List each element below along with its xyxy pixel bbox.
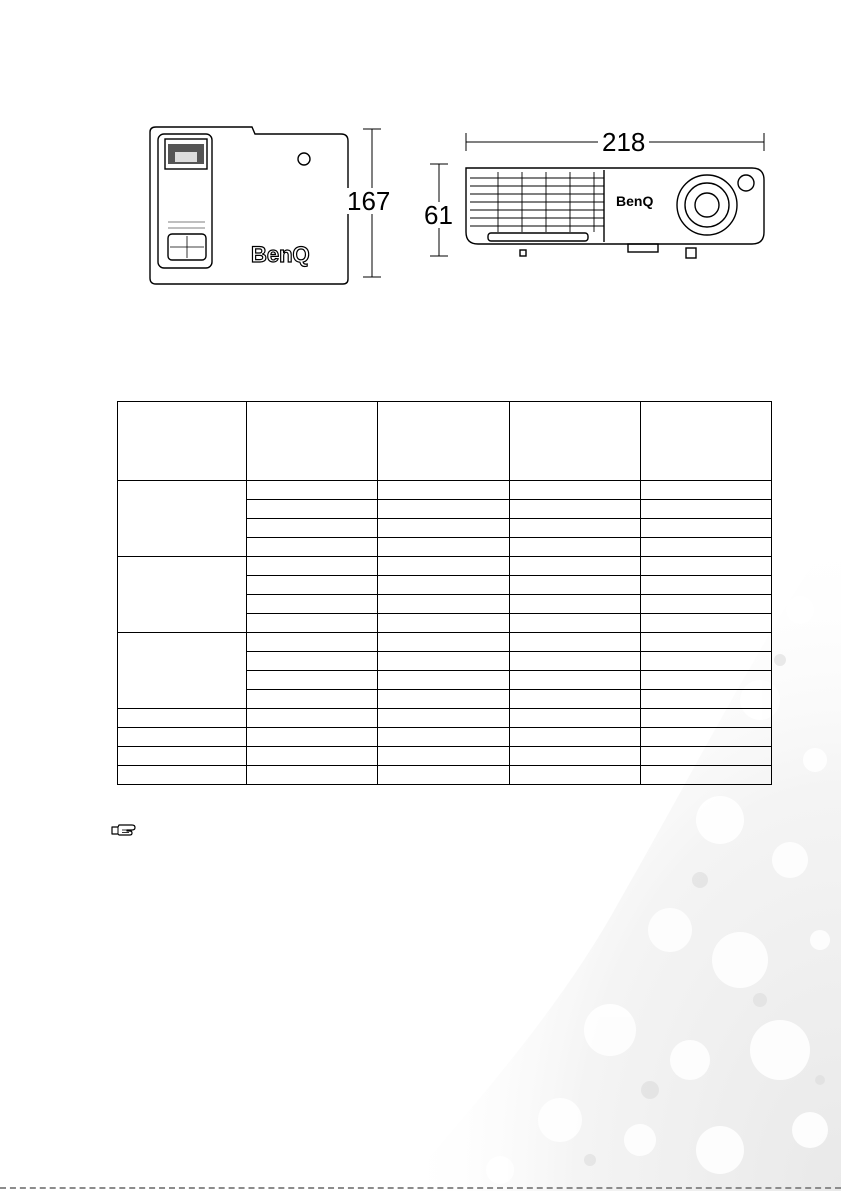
page-bottom-rule	[0, 1187, 841, 1189]
table-cell	[509, 652, 640, 671]
table-cell	[378, 652, 509, 671]
table-cell	[509, 614, 640, 633]
front-view-logo: BenQ	[616, 193, 654, 209]
table-cell	[640, 766, 771, 785]
table-cell	[640, 538, 771, 557]
table-cell	[247, 557, 378, 576]
table-cell	[118, 766, 247, 785]
table-cell	[509, 576, 640, 595]
table-row	[118, 633, 772, 652]
table-cell	[509, 766, 640, 785]
table-cell	[509, 481, 640, 500]
table-cell	[247, 671, 378, 690]
table-cell	[378, 576, 509, 595]
group-label-cell	[118, 557, 247, 633]
table-cell	[640, 690, 771, 709]
table-cell	[509, 519, 640, 538]
table-row	[118, 709, 772, 728]
table-cell	[247, 728, 378, 747]
table-row	[118, 557, 772, 576]
table-cell	[509, 690, 640, 709]
table-cell	[509, 595, 640, 614]
table-cell	[509, 709, 640, 728]
table-header-cell	[640, 402, 771, 481]
table-cell	[378, 766, 509, 785]
table-cell	[640, 671, 771, 690]
table-cell	[378, 519, 509, 538]
table-cell	[378, 690, 509, 709]
table-cell	[509, 728, 640, 747]
table-cell	[378, 728, 509, 747]
specification-table	[117, 401, 772, 785]
table-cell	[247, 614, 378, 633]
table-cell	[378, 747, 509, 766]
table-cell	[509, 633, 640, 652]
table-row	[118, 481, 772, 500]
table-cell	[247, 481, 378, 500]
table-cell	[247, 747, 378, 766]
pointing-hand-icon	[110, 822, 146, 838]
table-cell	[247, 652, 378, 671]
projector-dimension-drawing	[0, 0, 841, 320]
top-view-drawing	[150, 127, 348, 284]
table-row	[118, 728, 772, 747]
table-cell	[118, 709, 247, 728]
table-cell	[509, 500, 640, 519]
table-cell	[640, 633, 771, 652]
table-cell	[378, 481, 509, 500]
top-view-logo: BenQ	[251, 242, 310, 267]
table-cell	[509, 557, 640, 576]
table-cell	[378, 614, 509, 633]
table-cell	[378, 671, 509, 690]
table-cell	[247, 519, 378, 538]
group-label-cell	[118, 633, 247, 709]
table-cell	[247, 690, 378, 709]
table-header-row	[118, 402, 772, 481]
table-cell	[247, 538, 378, 557]
table-header-cell	[247, 402, 378, 481]
table-header-cell	[118, 402, 247, 481]
table-cell	[378, 500, 509, 519]
width-dimension-label: 218	[598, 129, 649, 155]
table-cell	[640, 614, 771, 633]
table-cell	[509, 671, 640, 690]
table-row	[118, 747, 772, 766]
table-cell	[378, 538, 509, 557]
table-cell	[640, 652, 771, 671]
table-cell	[378, 709, 509, 728]
table-cell	[509, 747, 640, 766]
table-cell	[247, 633, 378, 652]
table-cell	[640, 595, 771, 614]
table-cell	[247, 500, 378, 519]
table-cell	[640, 576, 771, 595]
table-cell	[378, 633, 509, 652]
table-cell	[247, 709, 378, 728]
table-header-cell	[509, 402, 640, 481]
table-cell	[509, 538, 640, 557]
table-cell	[247, 766, 378, 785]
table-cell	[640, 557, 771, 576]
front-view-drawing	[466, 168, 764, 258]
table-cell	[640, 728, 771, 747]
table-cell	[118, 728, 247, 747]
table-cell	[118, 747, 247, 766]
table-cell	[640, 500, 771, 519]
table-cell	[378, 557, 509, 576]
table-cell	[247, 576, 378, 595]
group-label-cell	[118, 481, 247, 557]
table-cell	[378, 595, 509, 614]
table-cell	[640, 519, 771, 538]
height-dimension-label: 61	[424, 200, 453, 230]
table-cell	[640, 709, 771, 728]
table-cell	[640, 747, 771, 766]
depth-dimension-label: 167	[347, 186, 391, 216]
table-cell	[640, 481, 771, 500]
table-cell	[247, 595, 378, 614]
table-header-cell	[378, 402, 509, 481]
table-row	[118, 766, 772, 785]
